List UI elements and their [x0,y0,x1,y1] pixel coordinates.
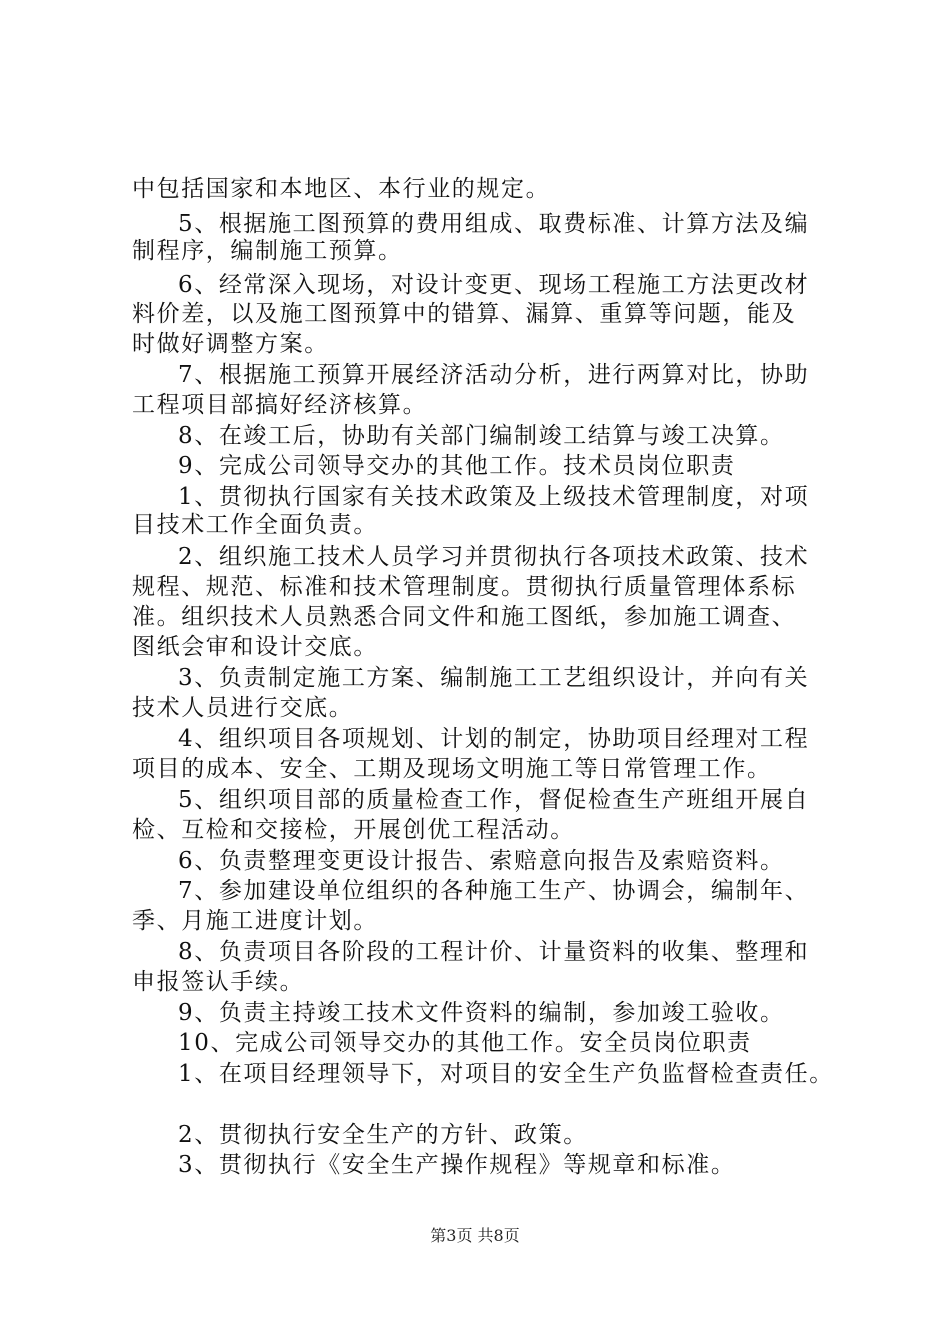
paragraph-line: 时做好调整方案。 [132,331,329,357]
paragraph-line: 10、完成公司领导交办的其他工作。安全员岗位职责 [178,1030,752,1056]
paragraph-line: 9、负责主持竣工技术文件资料的编制，参加竣工验收。 [178,1000,785,1026]
paragraph-line: 目技术工作全面负责。 [132,512,378,538]
paragraph-line: 图纸会审和设计交底。 [132,634,378,660]
paragraph-line: 料价差，以及施工图预算中的错算、漏算、重算等问题，能及 [132,301,797,327]
paragraph-line: 5、根据施工图预算的费用组成、取费标准、计算方法及编 [178,211,810,237]
paragraph-line: 1、贯彻执行国家有关技术政策及上级技术管理制度，对项 [178,484,810,510]
paragraph-line: 6、负责整理变更设计报告、索赔意向报告及索赔资料。 [178,848,785,874]
paragraph-line: 工程项目部搞好经济核算。 [132,392,428,418]
page-number-footer: 第3页 共8页 [430,1226,520,1245]
paragraph-line: 准。组织技术人员熟悉合同文件和施工图纸，参加施工调查、 [132,604,797,630]
paragraph-line: 2、组织施工技术人员学习并贯彻执行各项技术政策、技术 [178,544,810,570]
paragraph-line: 申报签认手续。 [132,969,305,995]
paragraph-line: 技术人员进行交底。 [132,695,354,721]
paragraph-line: 季、月施工进度计划。 [132,908,378,934]
paragraph-line: 制程序，编制施工预算。 [132,238,403,264]
paragraph-line: 2、贯彻执行安全生产的方针、政策。 [178,1122,588,1148]
paragraph-line: 3、负责制定施工方案、编制施工工艺组织设计，并向有关 [178,665,810,691]
paragraph-line: 检、互检和交接检，开展创优工程活动。 [132,817,575,843]
paragraph-line: 4、组织项目各项规划、计划的制定，协助项目经理对工程 [178,726,810,752]
paragraph-line: 7、根据施工预算开展经济活动分析，进行两算对比，协助 [178,362,810,388]
paragraph-line: 中包括国家和本地区、本行业的规定。 [132,176,551,202]
paragraph-line: 1、在项目经理领导下，对项目的安全生产负监督检查责任。 [178,1061,834,1087]
paragraph-line: 6、经常深入现场，对设计变更、现场工程施工方法更改材 [178,272,810,298]
paragraph-line: 5、组织项目部的质量检查工作，督促检查生产班组开展自 [178,787,810,813]
paragraph-line: 8、负责项目各阶段的工程计价、计量资料的收集、整理和 [178,939,810,965]
paragraph-line: 项目的成本、安全、工期及现场文明施工等日常管理工作。 [132,756,772,782]
paragraph-line: 规程、规范、标准和技术管理制度。贯彻执行质量管理体系标 [132,574,797,600]
paragraph-line: 9、完成公司领导交办的其他工作。技术员岗位职责 [178,453,736,479]
paragraph-line: 8、在竣工后，协助有关部门编制竣工结算与竣工决算。 [178,423,785,449]
paragraph-line: 3、贯彻执行《安全生产操作规程》等规章和标准。 [178,1152,736,1178]
paragraph-line: 7、参加建设单位组织的各种施工生产、协调会，编制年、 [178,878,810,904]
